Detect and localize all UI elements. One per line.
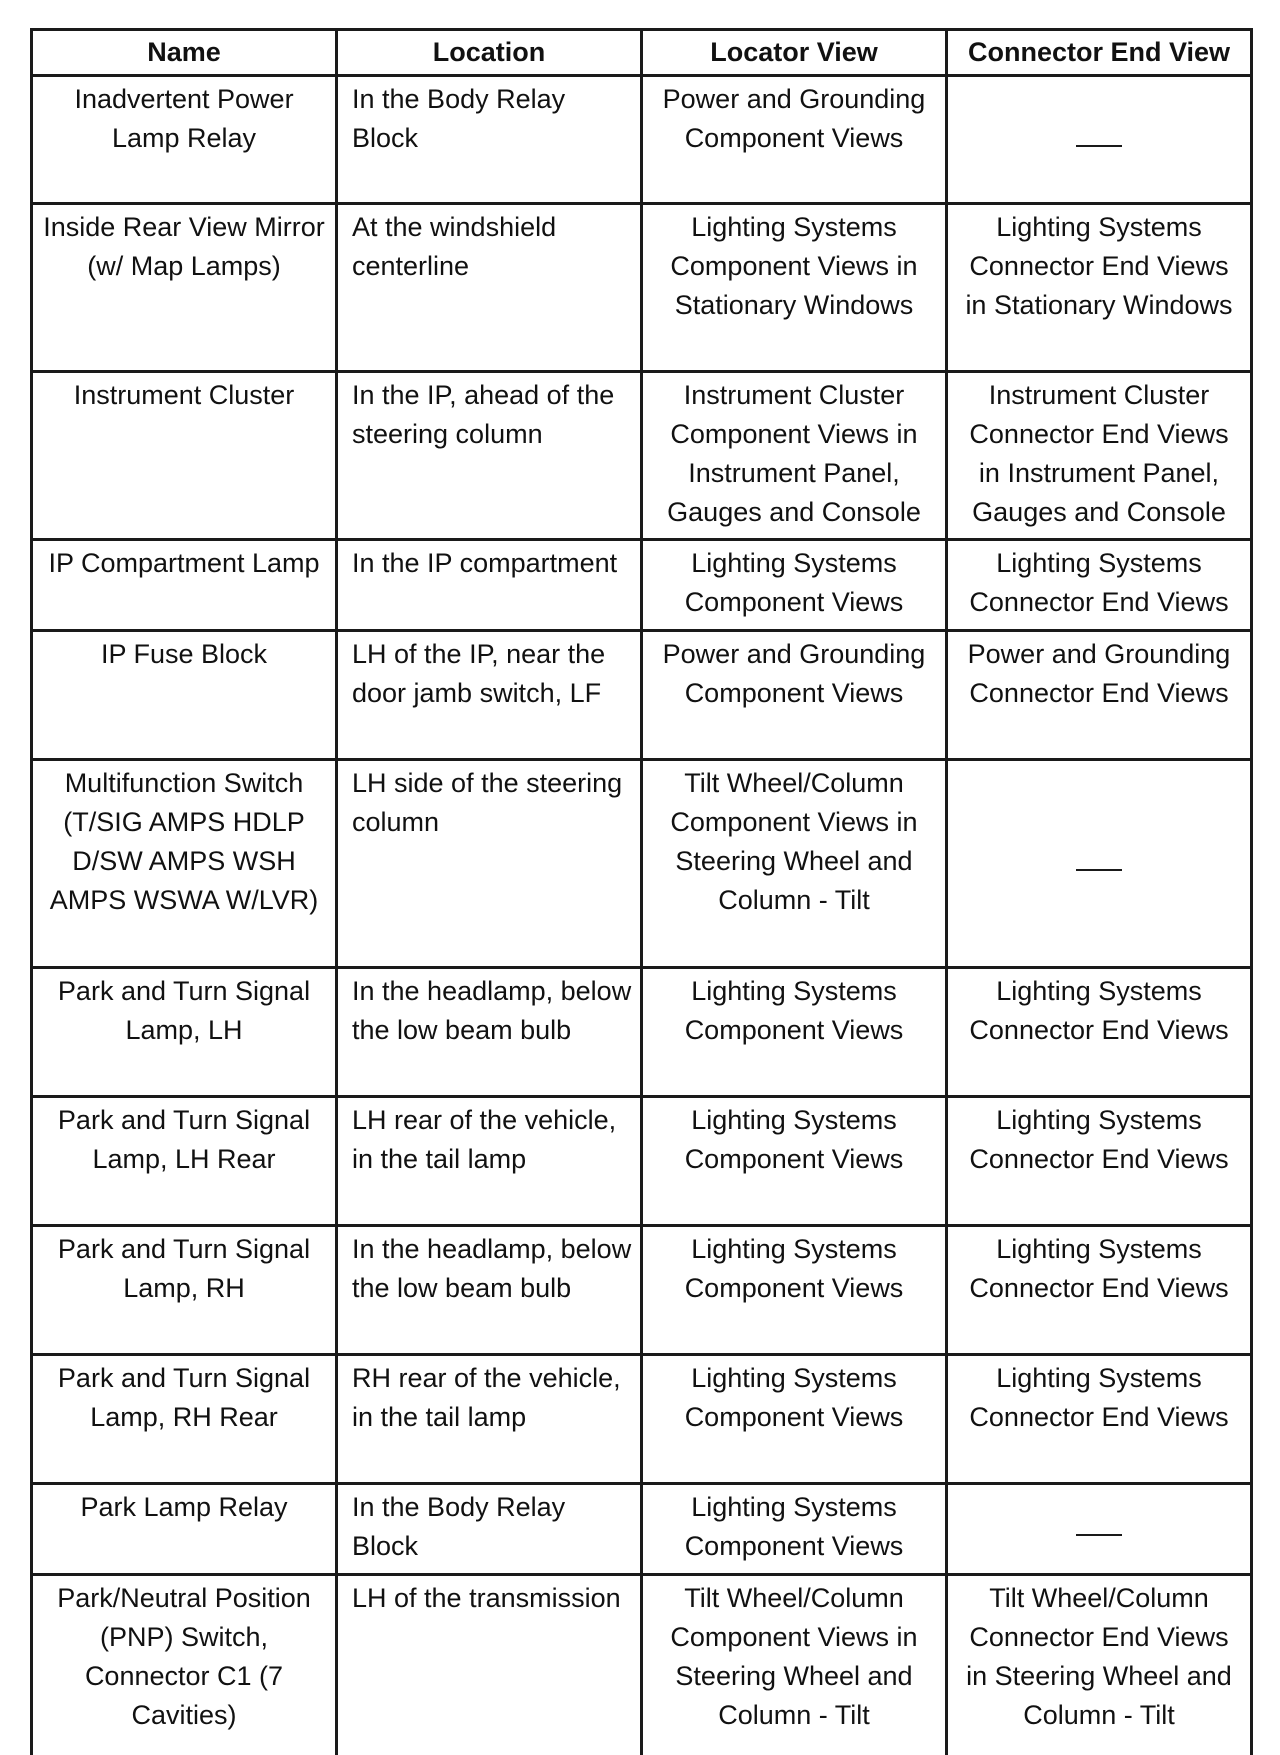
cell-connector-end-view: Lighting Systems Connector End Views in Stationary Windows (947, 204, 1252, 372)
empty-dash (1076, 869, 1122, 871)
cell-location: In the headlamp, below the low beam bulb (337, 1226, 642, 1355)
cell-connector-end-view: Lighting Systems Connector End Views (947, 968, 1252, 1097)
cell-location: At the windshield centerline (337, 204, 642, 372)
cell-location: In the headlamp, below the low beam bulb (337, 968, 642, 1097)
cell-location: LH side of the steering column (337, 760, 642, 968)
cell-locator-view: Lighting Systems Component Views (642, 1484, 947, 1575)
table-row (32, 372, 1252, 540)
cell-name: Park Lamp Relay (32, 1484, 337, 1575)
cell-connector-end-view: Power and Grounding Connector End Views (947, 631, 1252, 760)
cell-locator-view: Lighting Systems Component Views (642, 1226, 947, 1355)
cell-connector-end-view: Lighting Systems Connector End Views (947, 1226, 1252, 1355)
cell-connector-end-view: Lighting Systems Connector End Views (947, 1097, 1252, 1226)
component-locator-table (30, 28, 1253, 1755)
cell-name: Multifunction Switch (T/SIG AMPS HDLP D/SW AMPS WSH AMPS WSWA W/LVR) (32, 760, 337, 968)
cell-locator-view: Lighting Systems Component Views (642, 1355, 947, 1484)
cell-name: Park and Turn Signal Lamp, RH Rear (32, 1355, 337, 1484)
cell-connector-end-view (947, 76, 1252, 204)
cell-name: Park and Turn Signal Lamp, LH (32, 968, 337, 1097)
cell-location: In the Body Relay Block (337, 1484, 642, 1575)
cell-connector-end-view: Tilt Wheel/Column Connector End Views in Steering Wheel and Column - Tilt (947, 1575, 1252, 1755)
cell-locator-view: Lighting Systems Component Views (642, 540, 947, 631)
header-name: Name (32, 30, 337, 76)
cell-connector-end-view (947, 1484, 1252, 1575)
cell-location: In the IP, ahead of the steering column (337, 372, 642, 540)
table-row (32, 1575, 1252, 1755)
cell-locator-view: Lighting Systems Component Views (642, 968, 947, 1097)
cell-connector-end-view: Instrument Cluster Connector End Views in Instrument Panel, Gauges and Console (947, 372, 1252, 540)
component-locator-table-wrapper (30, 28, 1250, 1706)
cell-name: Instrument Cluster (32, 372, 337, 540)
empty-dash (1076, 145, 1122, 147)
table-row (32, 1355, 1252, 1484)
cell-locator-view: Lighting Systems Component Views in Stationary Windows (642, 204, 947, 372)
cell-locator-view: Power and Grounding Component Views (642, 631, 947, 760)
cell-location: In the Body Relay Block (337, 76, 642, 204)
cell-location: LH of the IP, near the door jamb switch, LF (337, 631, 642, 760)
cell-location: LH rear of the vehicle, in the tail lamp (337, 1097, 642, 1226)
cell-locator-view: Power and Grounding Component Views (642, 76, 947, 204)
cell-locator-view: Lighting Systems Component Views (642, 1097, 947, 1226)
cell-name: Inside Rear View Mirror (w/ Map Lamps) (32, 204, 337, 372)
cell-location: RH rear of the vehicle, in the tail lamp (337, 1355, 642, 1484)
table-row (32, 1484, 1252, 1575)
header-connector-end-view: Connector End View (947, 30, 1252, 76)
cell-connector-end-view: Lighting Systems Connector End Views (947, 1355, 1252, 1484)
cell-name: Inadvertent Power Lamp Relay (32, 76, 337, 204)
table-row (32, 631, 1252, 760)
cell-location: LH of the transmission (337, 1575, 642, 1755)
cell-name: IP Compartment Lamp (32, 540, 337, 631)
cell-locator-view: Tilt Wheel/Column Component Views in Steering Wheel and Column - Tilt (642, 760, 947, 968)
table-row (32, 204, 1252, 372)
table-header-row (32, 30, 1252, 76)
table-row (32, 760, 1252, 968)
empty-dash (1076, 1534, 1122, 1536)
cell-locator-view: Tilt Wheel/Column Component Views in Steering Wheel and Column - Tilt (642, 1575, 947, 1755)
cell-locator-view: Instrument Cluster Component Views in Instrument Panel, Gauges and Console (642, 372, 947, 540)
table-row (32, 968, 1252, 1097)
cell-name: Park and Turn Signal Lamp, RH (32, 1226, 337, 1355)
cell-name: IP Fuse Block (32, 631, 337, 760)
cell-name: Park/Neutral Position (PNP) Switch, Connector C1 (7 Cavities) (32, 1575, 337, 1755)
table-row (32, 76, 1252, 204)
table-row (32, 1097, 1252, 1226)
cell-connector-end-view: Lighting Systems Connector End Views (947, 540, 1252, 631)
table-row (32, 1226, 1252, 1355)
cell-connector-end-view (947, 760, 1252, 968)
header-locator-view: Locator View (642, 30, 947, 76)
cell-location: In the IP compartment (337, 540, 642, 631)
header-location: Location (337, 30, 642, 76)
cell-name: Park and Turn Signal Lamp, LH Rear (32, 1097, 337, 1226)
table-row (32, 540, 1252, 631)
